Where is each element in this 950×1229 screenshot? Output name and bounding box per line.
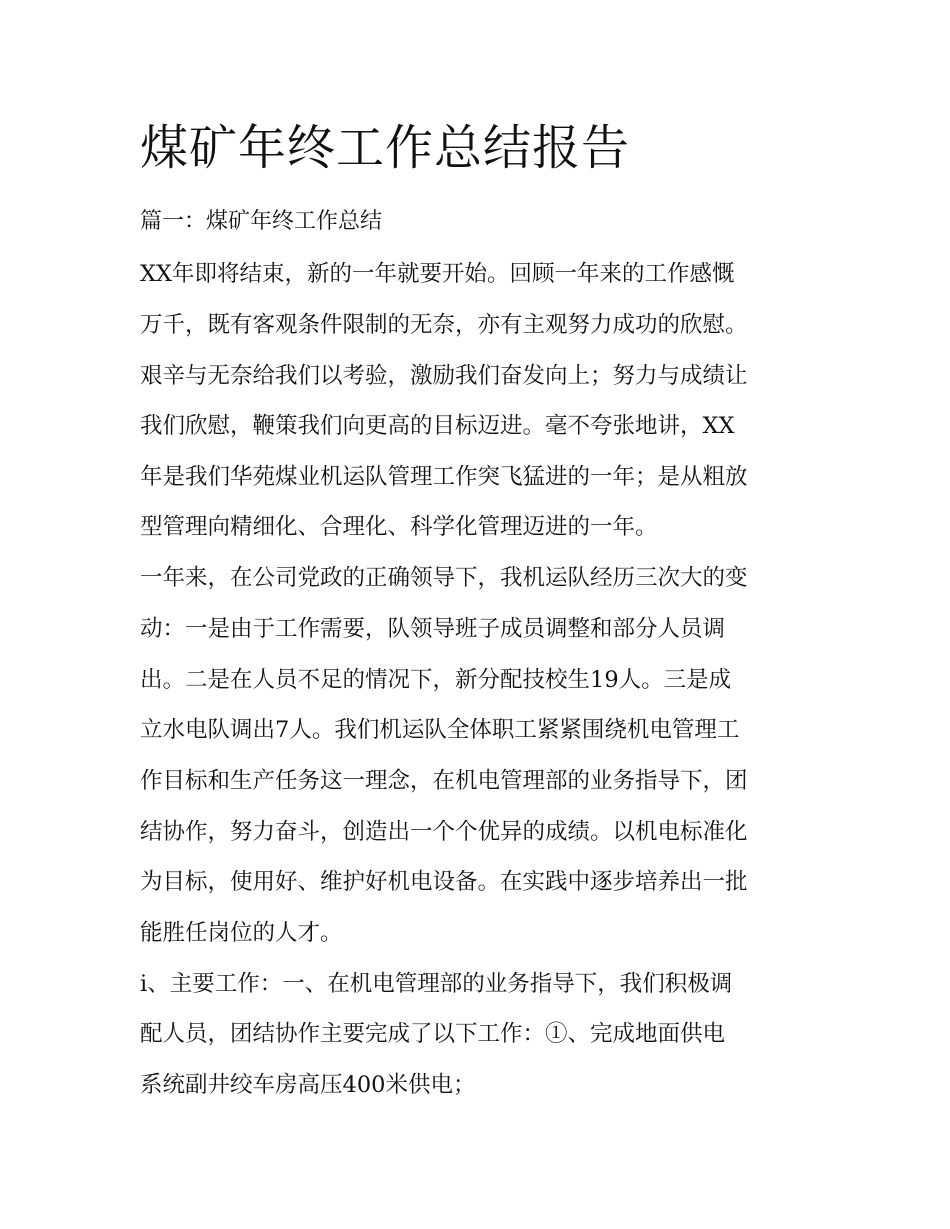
body-line: 年是我们华苑煤业机运队管理工作突飞猛进的一年；是从粗放 [140,464,748,490]
body-line: 作目标和生产任务这一理念，在机电管理部的业务指导下，团 [140,768,748,794]
document-title: 煤矿年终工作总结报告 [140,120,631,176]
body-line: 动：一是由于工作需要，队领导班子成员调整和部分人员调 [140,616,726,642]
body-line: 能胜任岗位的人才。 [140,920,343,946]
body-line: 立水电队调出7人。我们机运队全体职工紧紧围绕机电管理工 [140,717,740,743]
body-line: 为目标，使用好、维护好机电设备。在实践中逐步培养出一批 [140,869,748,895]
body-line: 系统副井绞车房高压400米供电； [140,1072,476,1098]
section-heading: 篇一：煤矿年终工作总结 [140,209,383,234]
body-line: 型管理向精细化、合理化、科学化管理迈进的一年。 [140,514,658,540]
body-line: 万千，既有客观条件限制的无奈，亦有主观努力成功的欣慰。 [140,312,748,338]
body-line: 我们欣慰，鞭策我们向更高的目标迈进。毫不夸张地讲，XX [140,413,735,439]
body-line: 一年来，在公司党政的正确领导下，我机运队经历三次大的变 [140,565,748,591]
body-line: 艰辛与无奈给我们以考验，激励我们奋发向上；努力与成绩让 [140,363,748,389]
body-line: i、主要工作：一、在机电管理部的业务指导下，我们积极调 [140,971,733,997]
body-line: 配人员，团结协作主要完成了以下工作：①、完成地面供电 [140,1021,726,1047]
body-line: 出。二是在人员不足的情况下，新分配技校生19人。三是成 [140,667,732,693]
body-line: XX年即将结束，新的一年就要开始。回顾一年来的工作感慨 [140,261,735,287]
body-line: 结协作，努力奋斗，创造出一个个优异的成绩。以机电标准化 [140,819,748,845]
